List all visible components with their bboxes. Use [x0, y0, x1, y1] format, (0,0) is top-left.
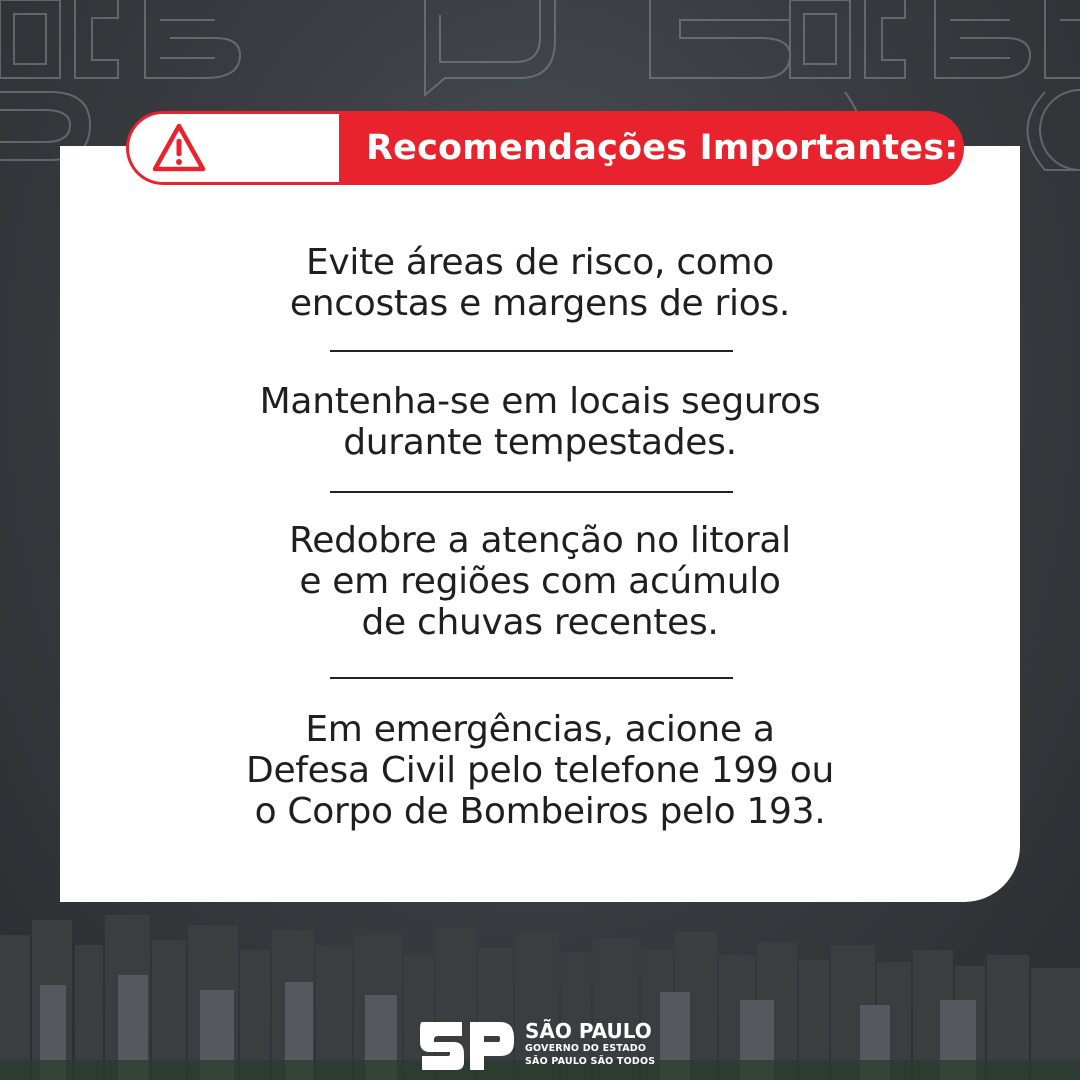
recommendation-4 [60, 709, 1020, 832]
sp-logo-icon [418, 1020, 516, 1072]
recommendation-line: encostas e margens de rios. [289, 283, 791, 324]
recommendation-line: Redobre a atenção no litoral [289, 520, 791, 561]
banner-title: Recomendações Importantes: [366, 128, 959, 168]
divider [330, 491, 733, 493]
title-banner [126, 111, 964, 185]
recommendation-2 [60, 381, 1020, 463]
recommendation-line: Defesa Civil pelo telefone 199 ou [246, 750, 834, 791]
recommendation-line: Em emergências, acione a [305, 709, 775, 750]
logo-government-label: GOVERNO DO ESTADO [525, 1043, 647, 1054]
recommendation-line: Mantenha-se em locais seguros [259, 381, 821, 422]
recommendation-1 [60, 242, 1020, 324]
divider [330, 350, 733, 352]
recommendation-line: o Corpo de Bombeiros pelo 193. [254, 791, 826, 832]
recommendation-line: Evite áreas de risco, como [305, 242, 775, 283]
warning-triangle-icon [151, 122, 207, 174]
divider [330, 677, 733, 679]
recommendation-line: durante tempestades. [343, 422, 737, 463]
logo-slogan: SÃO PAULO SÃO TODOS [525, 1056, 656, 1067]
banner-icon-box [129, 114, 339, 182]
recommendation-line: e em regiões com acúmulo [299, 561, 781, 602]
sp-government-wordmark [525, 1020, 655, 1068]
recommendation-line: de chuvas recentes. [361, 602, 719, 643]
recommendation-3 [60, 520, 1020, 643]
logo-state-name: SÃO PAULO [525, 1019, 652, 1043]
